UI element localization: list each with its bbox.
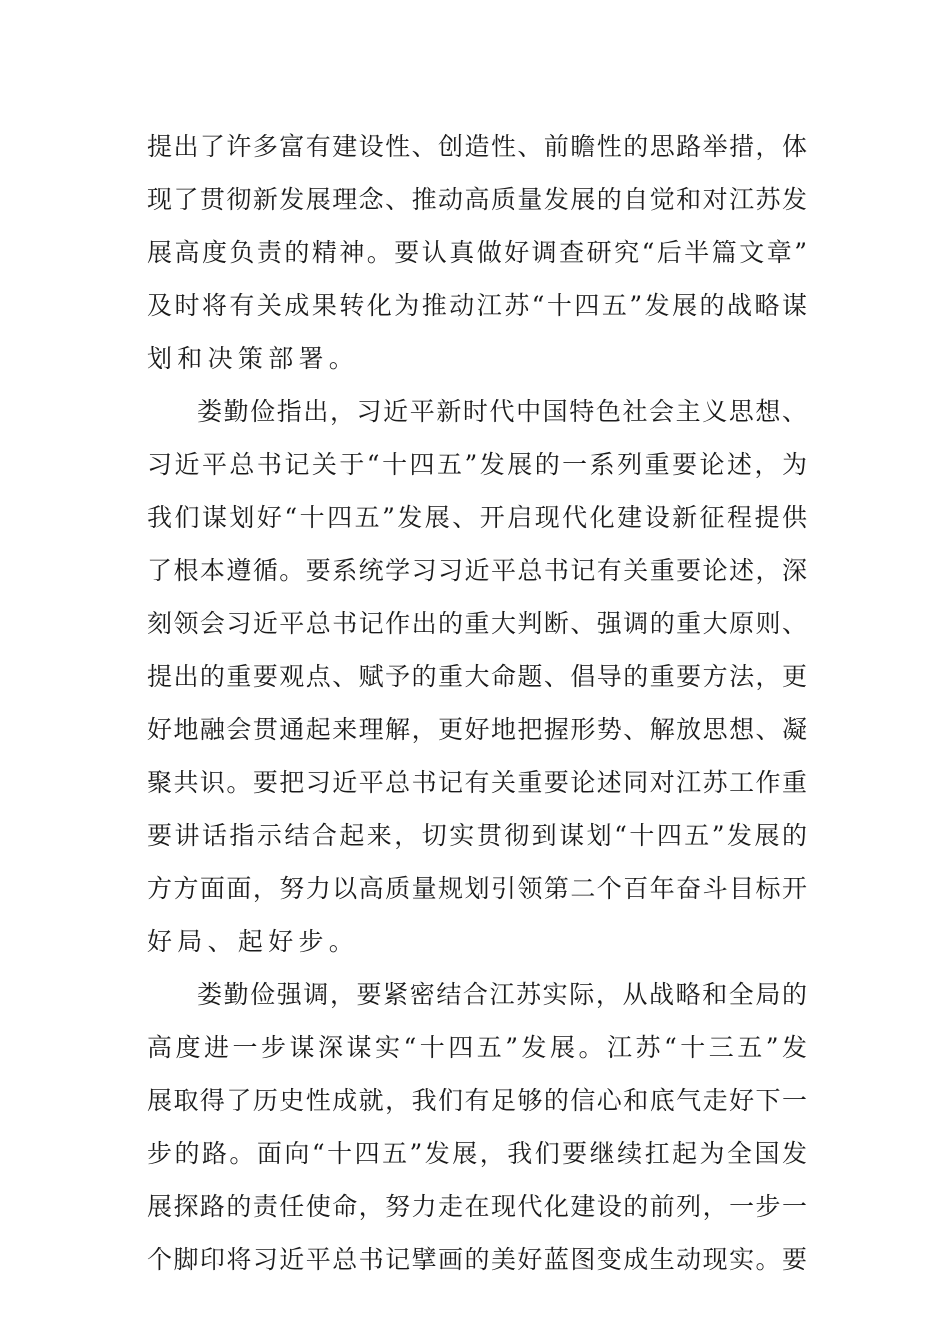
text-line: 个脚印将习近平总书记擘画的美好蓝图变成生动现实。要 [147,1245,807,1274]
text-line: 聚共识。要把习近平总书记有关重要论述同对江苏工作重 [147,768,807,797]
text-line: 现了贯彻新发展理念、推动高质量发展的自觉和对江苏发 [147,185,807,214]
text-line: 及时将有关成果转化为推动江苏“十四五”发展的战略谋 [147,291,807,320]
text-line: 划和决策部署。 [147,344,360,373]
text-line: 好地融会贯通起来理解，更好地把握形势、解放思想、凝 [147,715,807,744]
text-line: 高度进一步谋深谋实“十四五”发展。江苏“十三五”发 [147,1033,807,1062]
text-line: 提出了许多富有建设性、创造性、前瞻性的思路举措，体 [147,132,807,161]
text-line: 展取得了历史性成就，我们有足够的信心和底气走好下一 [147,1086,807,1115]
paragraph-first-line: 娄勤俭强调，要紧密结合江苏实际，从战略和全局的 [197,980,807,1009]
text-line: 展高度负责的精神。要认真做好调查研究“后半篇文章” [147,238,807,267]
text-line: 了根本遵循。要系统学习习近平总书记有关重要论述，深 [147,556,807,585]
text-line: 要讲话指示结合起来，切实贯彻到谋划“十四五”发展的 [147,821,807,850]
text-line: 提出的重要观点、赋予的重大命题、倡导的重要方法，更 [147,662,807,691]
text-line: 好局、起好步。 [147,927,360,956]
paragraph-first-line: 娄勤俭指出，习近平新时代中国特色社会主义思想、 [197,397,807,426]
text-line: 刻领会习近平总书记作出的重大判断、强调的重大原则、 [147,609,807,638]
text-line: 我们谋划好“十四五”发展、开启现代化建设新征程提供 [147,503,807,532]
text-line: 习近平总书记关于“十四五”发展的一系列重要论述，为 [147,450,807,479]
text-line: 步的路。面向“十四五”发展，我们要继续扛起为全国发 [147,1139,807,1168]
text-line: 方方面面，努力以高质量规划引领第二个百年奋斗目标开 [147,874,807,903]
text-line: 展探路的责任使命，努力走在现代化建设的前列，一步一 [147,1192,807,1221]
